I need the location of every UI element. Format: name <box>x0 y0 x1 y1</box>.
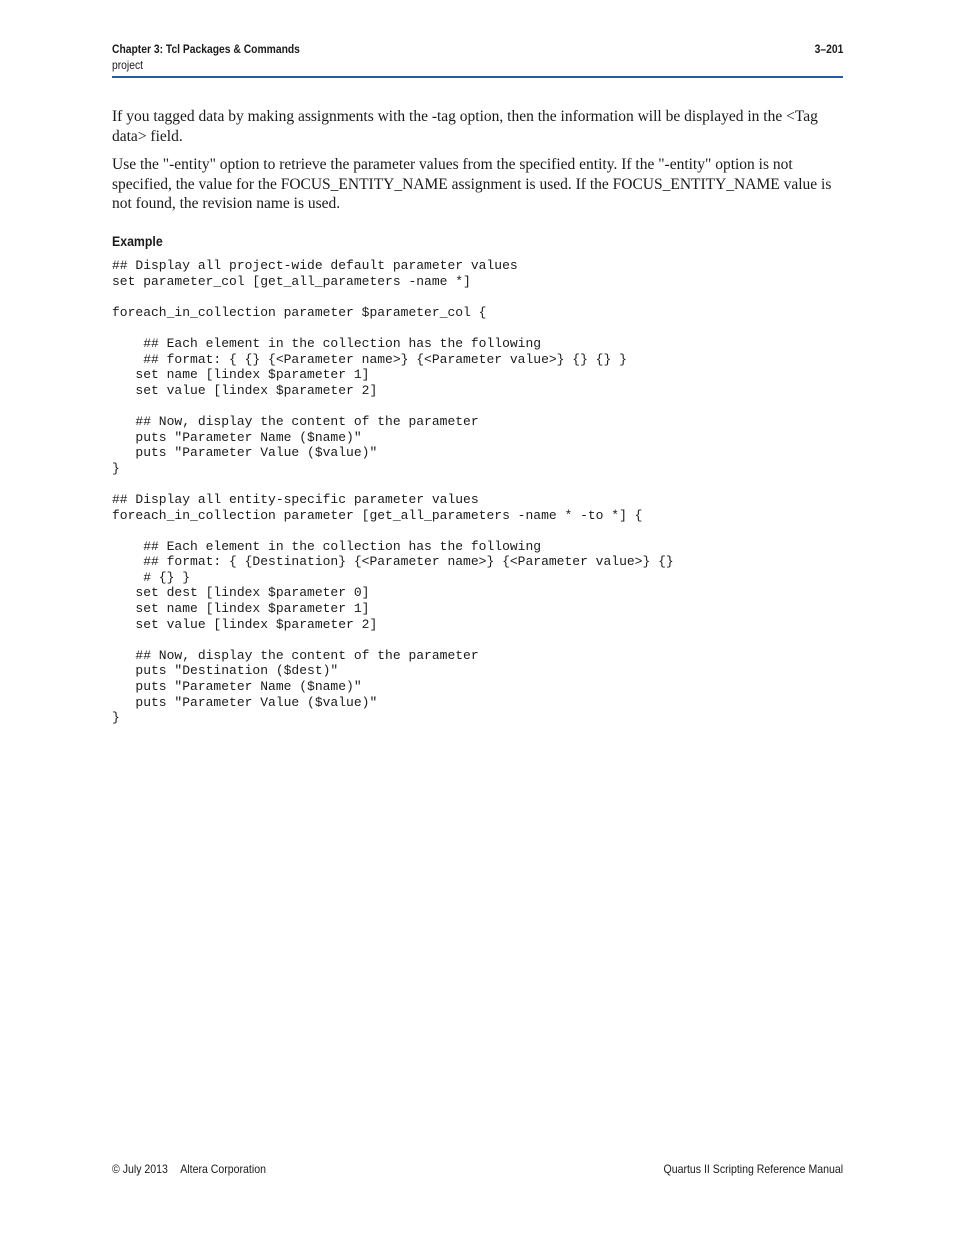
code-line: foreach_in_collection parameter [get_all_parameters -name * -to *] { <box>112 507 643 523</box>
code-line: foreach_in_collection parameter $parameter_col { <box>112 304 487 320</box>
code-line: } <box>112 710 120 726</box>
footer-left <box>112 1162 266 1176</box>
code-line: puts "Parameter Value ($value)" <box>112 445 378 461</box>
chapter-title: Chapter 3: Tcl Packages & Commands <box>112 42 300 56</box>
code-line <box>112 476 843 492</box>
page-header <box>112 42 843 78</box>
code-line <box>112 632 843 648</box>
page-footer <box>112 1162 843 1178</box>
code-line: set value [lindex $parameter 2] <box>112 382 378 398</box>
code-line: ## format: { {} {<Parameter name>} {<Parameter value>} {} {} } <box>112 351 627 367</box>
code-line: set name [lindex $parameter 1] <box>112 367 370 383</box>
code-line: puts "Parameter Name ($name)" <box>112 429 362 445</box>
code-line: set parameter_col [get_all_parameters -name *] <box>112 273 471 289</box>
code-line: ## Each element in the collection has the following <box>112 538 542 554</box>
code-line <box>112 398 843 414</box>
paragraph-entity-option: Use the "-entity" option to retrieve the parameter values from the specified entity. If the "-entity" option is not specified, the value for the FOCUS_ENTITY_NAME assignment is used. If the FOCUS_ENTITY_NAME value is not found, the revision name is used. <box>112 156 832 212</box>
code-line: set dest [lindex $parameter 0] <box>112 585 370 601</box>
code-example <box>112 258 843 726</box>
code-line: ## Each element in the collection has the following <box>112 335 542 351</box>
code-line: set value [lindex $parameter 2] <box>112 616 378 632</box>
page-number: 3–201 <box>814 42 843 56</box>
code-line: puts "Parameter Name ($name)" <box>112 679 362 695</box>
code-line: puts "Destination ($dest)" <box>112 663 339 679</box>
code-line: puts "Parameter Value ($value)" <box>112 694 378 710</box>
section-name: project <box>112 58 143 72</box>
code-line: ## Display all entity-specific parameter values <box>112 491 479 507</box>
code-line: # {} } <box>112 569 191 585</box>
code-line: ## format: { {Destination} {<Parameter name>} {<Parameter value>} {} <box>112 554 674 570</box>
code-line: ## Now, display the content of the parameter <box>112 413 479 429</box>
code-line: ## Display all project-wide default parameter values <box>112 258 518 273</box>
footer-company: Altera Corporation <box>180 1162 266 1176</box>
example-heading: Example <box>112 233 163 249</box>
code-line <box>112 289 843 305</box>
footer-manual-title: Quartus II Scripting Reference Manual <box>663 1162 843 1176</box>
footer-date: © July 2013 <box>112 1162 168 1176</box>
code-line: } <box>112 460 120 476</box>
code-line <box>112 523 843 539</box>
header-divider <box>112 76 843 78</box>
paragraph-tag-data: If you tagged data by making assignments with the -tag option, then the information will be displayed in the <Tag data> field. <box>112 108 818 145</box>
code-line <box>112 320 843 336</box>
code-line: set name [lindex $parameter 1] <box>112 601 370 617</box>
code-line: ## Now, display the content of the parameter <box>112 647 479 663</box>
